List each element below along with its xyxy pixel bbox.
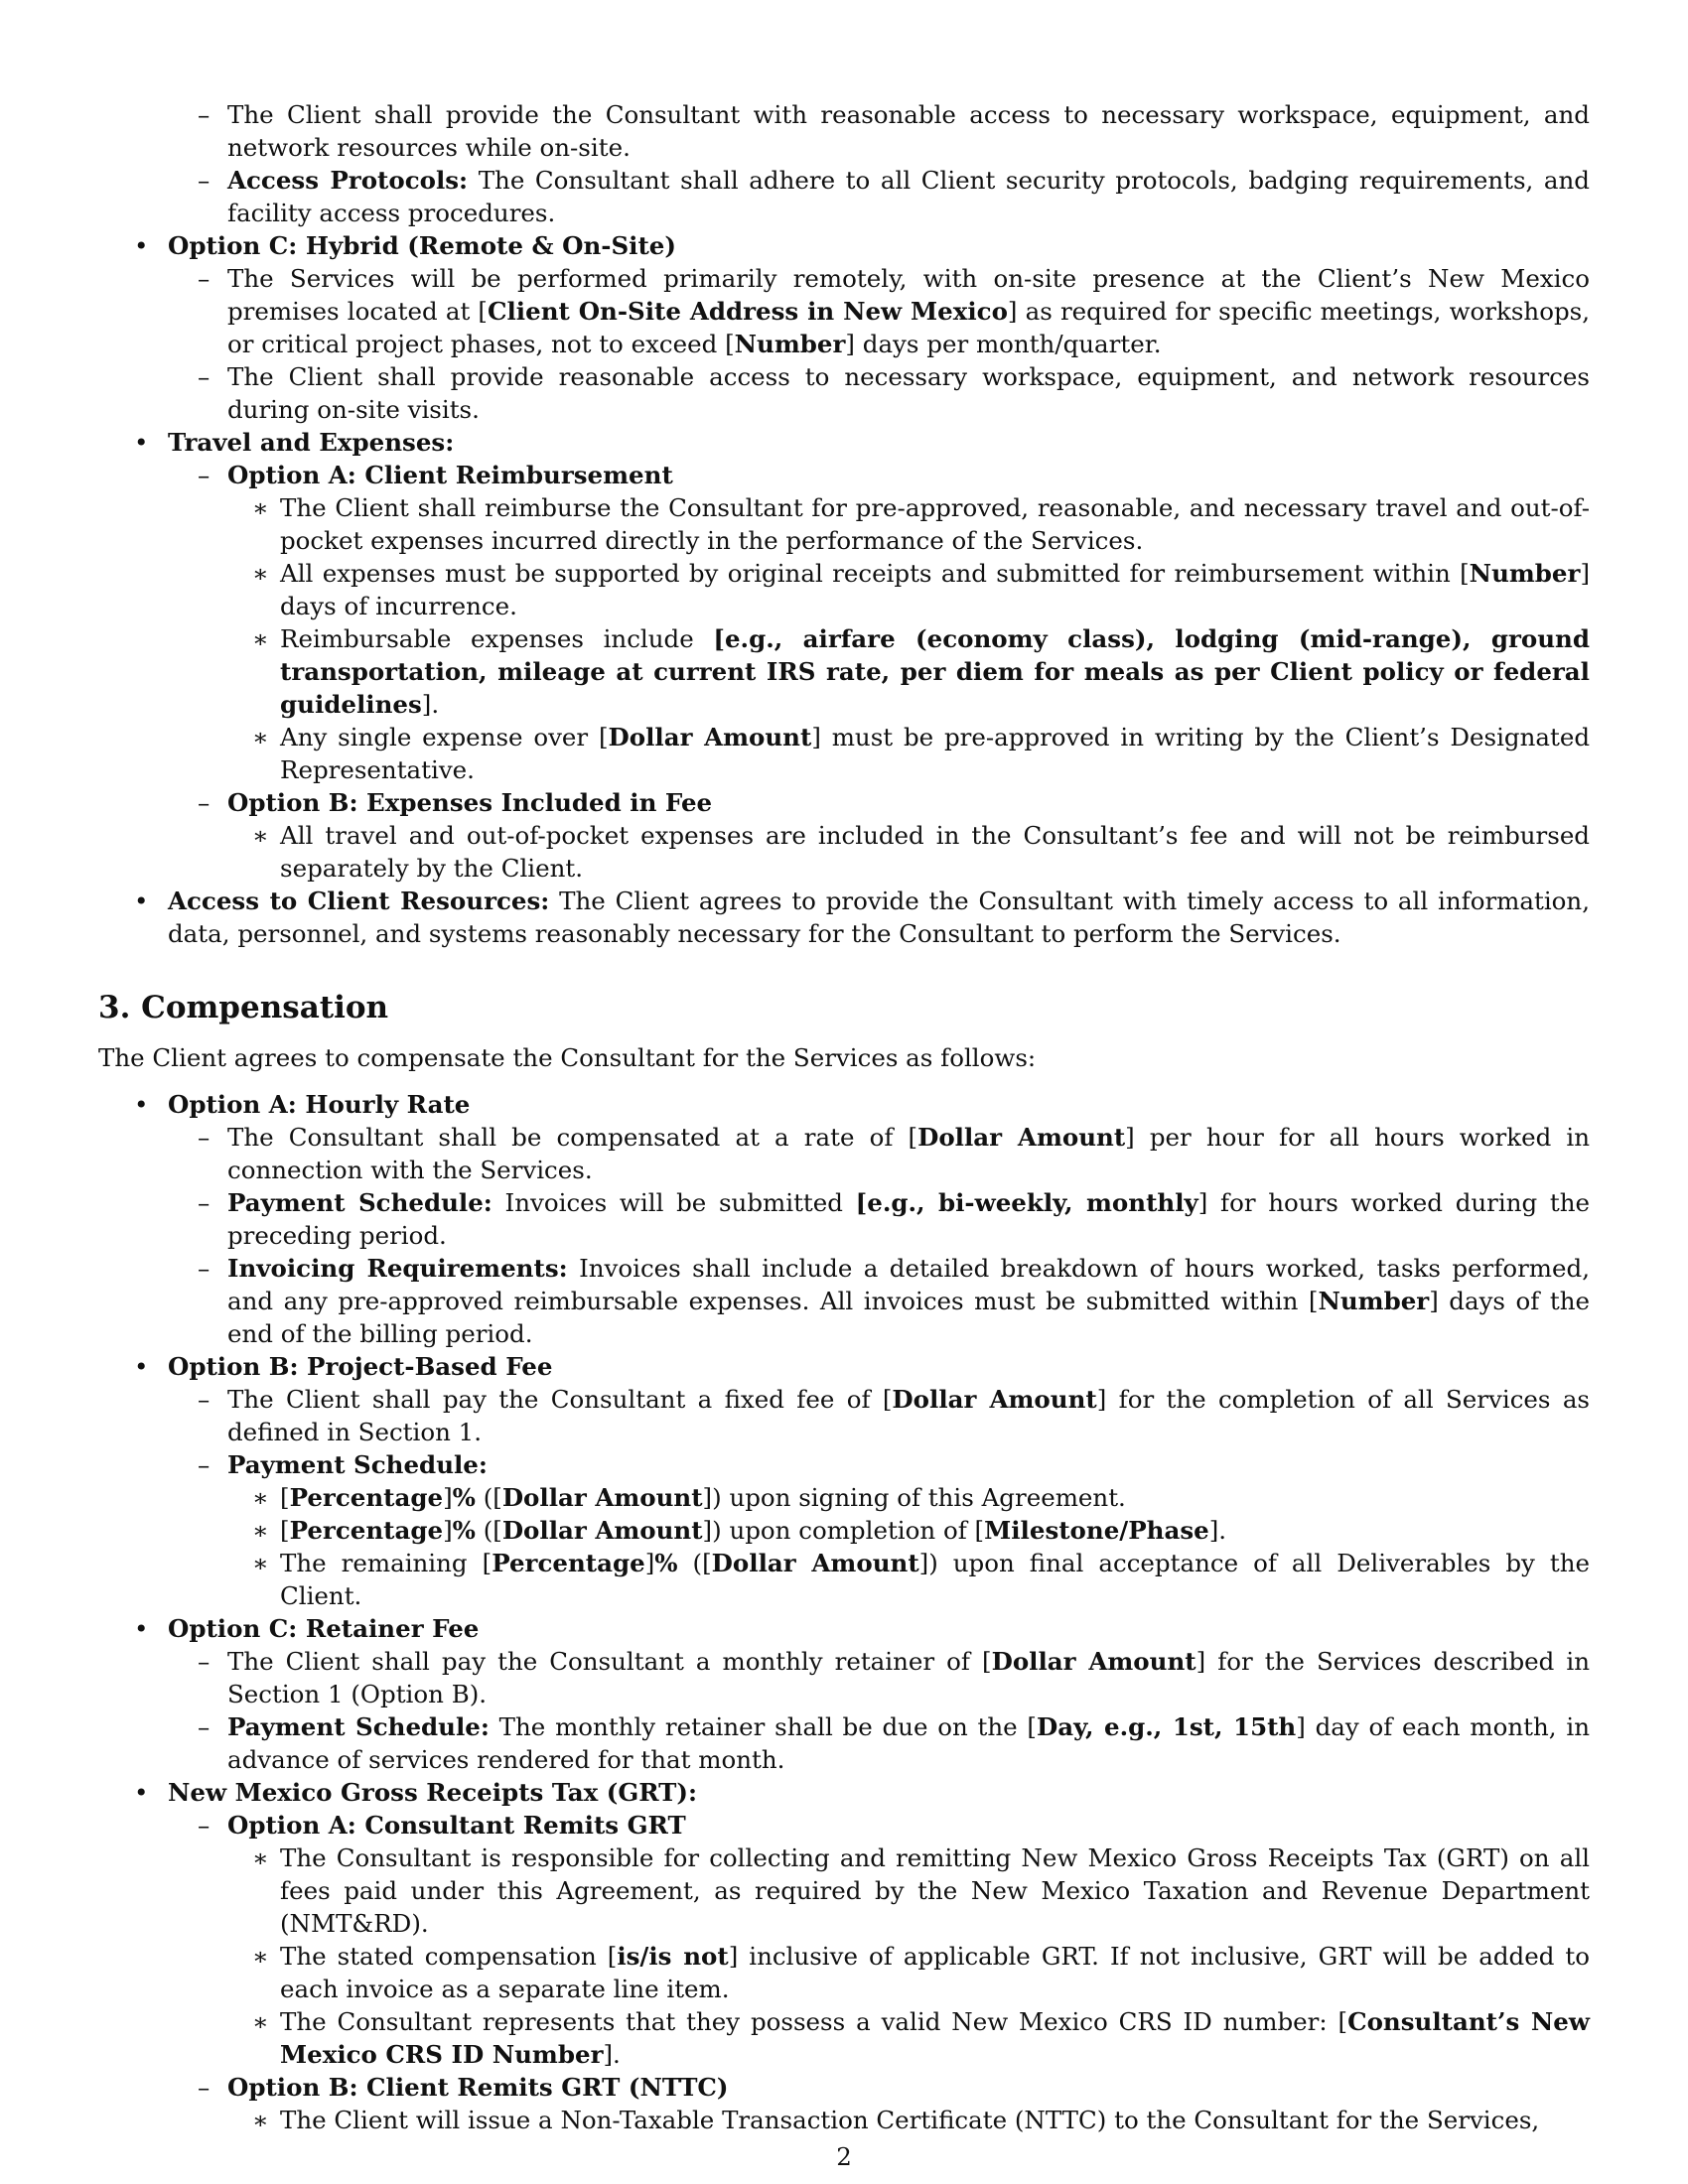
- work-location-list: [98, 98, 1590, 950]
- section-heading-compensation: 3. Compensation: [98, 990, 389, 1025]
- list-item: ∗ The Client shall reimburse the Consultant for pre-approved, reasonable, and necessary travel and out-of-pocket expenses incurred directly in the performance of the Services.: [252, 493, 1590, 555]
- grt-option-b: – Option B: Client Remits GRT (NTTC): [198, 2073, 729, 2102]
- option-a-hourly: • Option A: Hourly Rate: [134, 1090, 471, 1119]
- list-item: – The Client shall pay the Consultant a fixed fee of [Dollar Amount] for the completion of all Services as defined in Section 1.: [198, 1385, 1591, 1446]
- travel-option-b: – Option B: Expenses Included in Fee: [198, 788, 713, 817]
- list-item: – The Client shall pay the Consultant a monthly retainer of [Dollar Amount] for the Services described in Section 1 (Option B).: [198, 1647, 1591, 1708]
- list-item: ∗ [Percentage]% ([Dollar Amount]) upon completion of [Milestone/Phase].: [252, 1516, 1227, 1545]
- list-item: ∗ The Consultant represents that they possess a valid New Mexico CRS ID number: [Consultant’s New Mexico CRS ID Number].: [252, 2007, 1590, 2069]
- option-b-project: • Option B: Project-Based Fee: [134, 1352, 553, 1381]
- list-item: ∗ The Client will issue a Non-Taxable Transaction Certificate (NTTC) to the Consultant for the Services,: [252, 2106, 1540, 2134]
- list-item: ∗ The remaining [Percentage]% ([Dollar Amount]) upon final acceptance of all Deliverables by the Client.: [252, 1549, 1590, 1610]
- list-item: ∗ Any single expense over [Dollar Amount] must be pre-approved in writing by the Client’s Designated Representative.: [252, 723, 1590, 784]
- list-item: ∗ [Percentage]% ([Dollar Amount]) upon signing of this Agreement.: [252, 1483, 1126, 1512]
- list-item: ∗ All travel and out-of-pocket expenses are included in the Consultant’s fee and will not be reimbursed separately by the Client.: [252, 821, 1590, 883]
- list-item: – Access Protocols: The Consultant shall adhere to all Client security protocols, badging requirements, and facility access procedures.: [198, 166, 1590, 227]
- nm-grt: • New Mexico Gross Receipts Tax (GRT):: [134, 1778, 698, 1807]
- grt-option-a: – Option A: Consultant Remits GRT: [198, 1811, 686, 1840]
- list-item: – Payment Schedule: The monthly retainer shall be due on the [Day, e.g., 1st, 15th] day of each month, in advance of services rendered for that month.: [198, 1712, 1590, 1774]
- option-c-retainer: • Option C: Retainer Fee: [134, 1614, 480, 1643]
- list-item: – The Client shall provide the Consultant with reasonable access to necessary workspace, equipment, and network resources while on-site.: [198, 100, 1590, 162]
- page-content: [98, 98, 1590, 2136]
- list-item: ∗ All expenses must be supported by original receipts and submitted for reimbursement within [Number] days of incurrence.: [252, 559, 1590, 620]
- list-item: – Invoicing Requirements: Invoices shall include a detailed breakdown of hours worked, tasks performed, and any pre-approved reimbursable expenses. All invoices must be submitted within [Number] days of the end of the billing period.: [198, 1254, 1590, 1348]
- compensation-intro: The Client agrees to compensate the Consultant for the Services as follows:: [98, 1043, 1037, 1072]
- list-item: – The Client shall provide reasonable access to necessary workspace, equipment, and network resources during on-site visits.: [198, 362, 1590, 424]
- list-item: ∗ The stated compensation [is/is not] inclusive of applicable GRT. If not inclusive, GRT will be added to each invoice as a separate line item.: [252, 1942, 1590, 2003]
- access-client-resources: • Access to Client Resources: The Client agrees to provide the Consultant with timely access to all information, data, personnel, and systems reasonably necessary for the Consultant to perform the Services.: [134, 887, 1590, 948]
- option-c-hybrid: • Option C: Hybrid (Remote & On-Site): [134, 231, 676, 260]
- travel-option-a: – Option A: Client Reimbursement: [198, 461, 673, 489]
- list-item: – Payment Schedule:: [198, 1450, 488, 1479]
- compensation-list: [98, 1088, 1590, 2136]
- travel-expenses: • Travel and Expenses:: [134, 428, 455, 457]
- list-item: – The Consultant shall be compensated at a rate of [Dollar Amount] per hour for all hours worked in connection with the Services.: [198, 1123, 1590, 1184]
- list-item: ∗ Reimbursable expenses include [e.g., airfare (economy class), lodging (mid-range), ground transportation, mileage at current IRS rate, per diem for meals as per Client policy or federal guidelines].: [252, 624, 1590, 719]
- list-item: ∗ The Consultant is responsible for collecting and remitting New Mexico Gross Receipts Tax (GRT) on all fees paid under this Agreement, as required by the New Mexico Taxation and Revenue Department (NMT&RD).: [252, 1843, 1590, 1938]
- page-number: 2: [836, 2142, 852, 2171]
- list-item: – The Services will be performed primarily remotely, with on-site presence at the Client’s New Mexico premises located at [Client On-Site Address in New Mexico] as required for specific meetings, workshops, or critical project phases, not to exceed [Number] days per month/quarter.: [198, 264, 1590, 358]
- list-item: – Payment Schedule: Invoices will be submitted [e.g., bi-weekly, monthly] for hours worked during the preceding period.: [198, 1188, 1590, 1250]
